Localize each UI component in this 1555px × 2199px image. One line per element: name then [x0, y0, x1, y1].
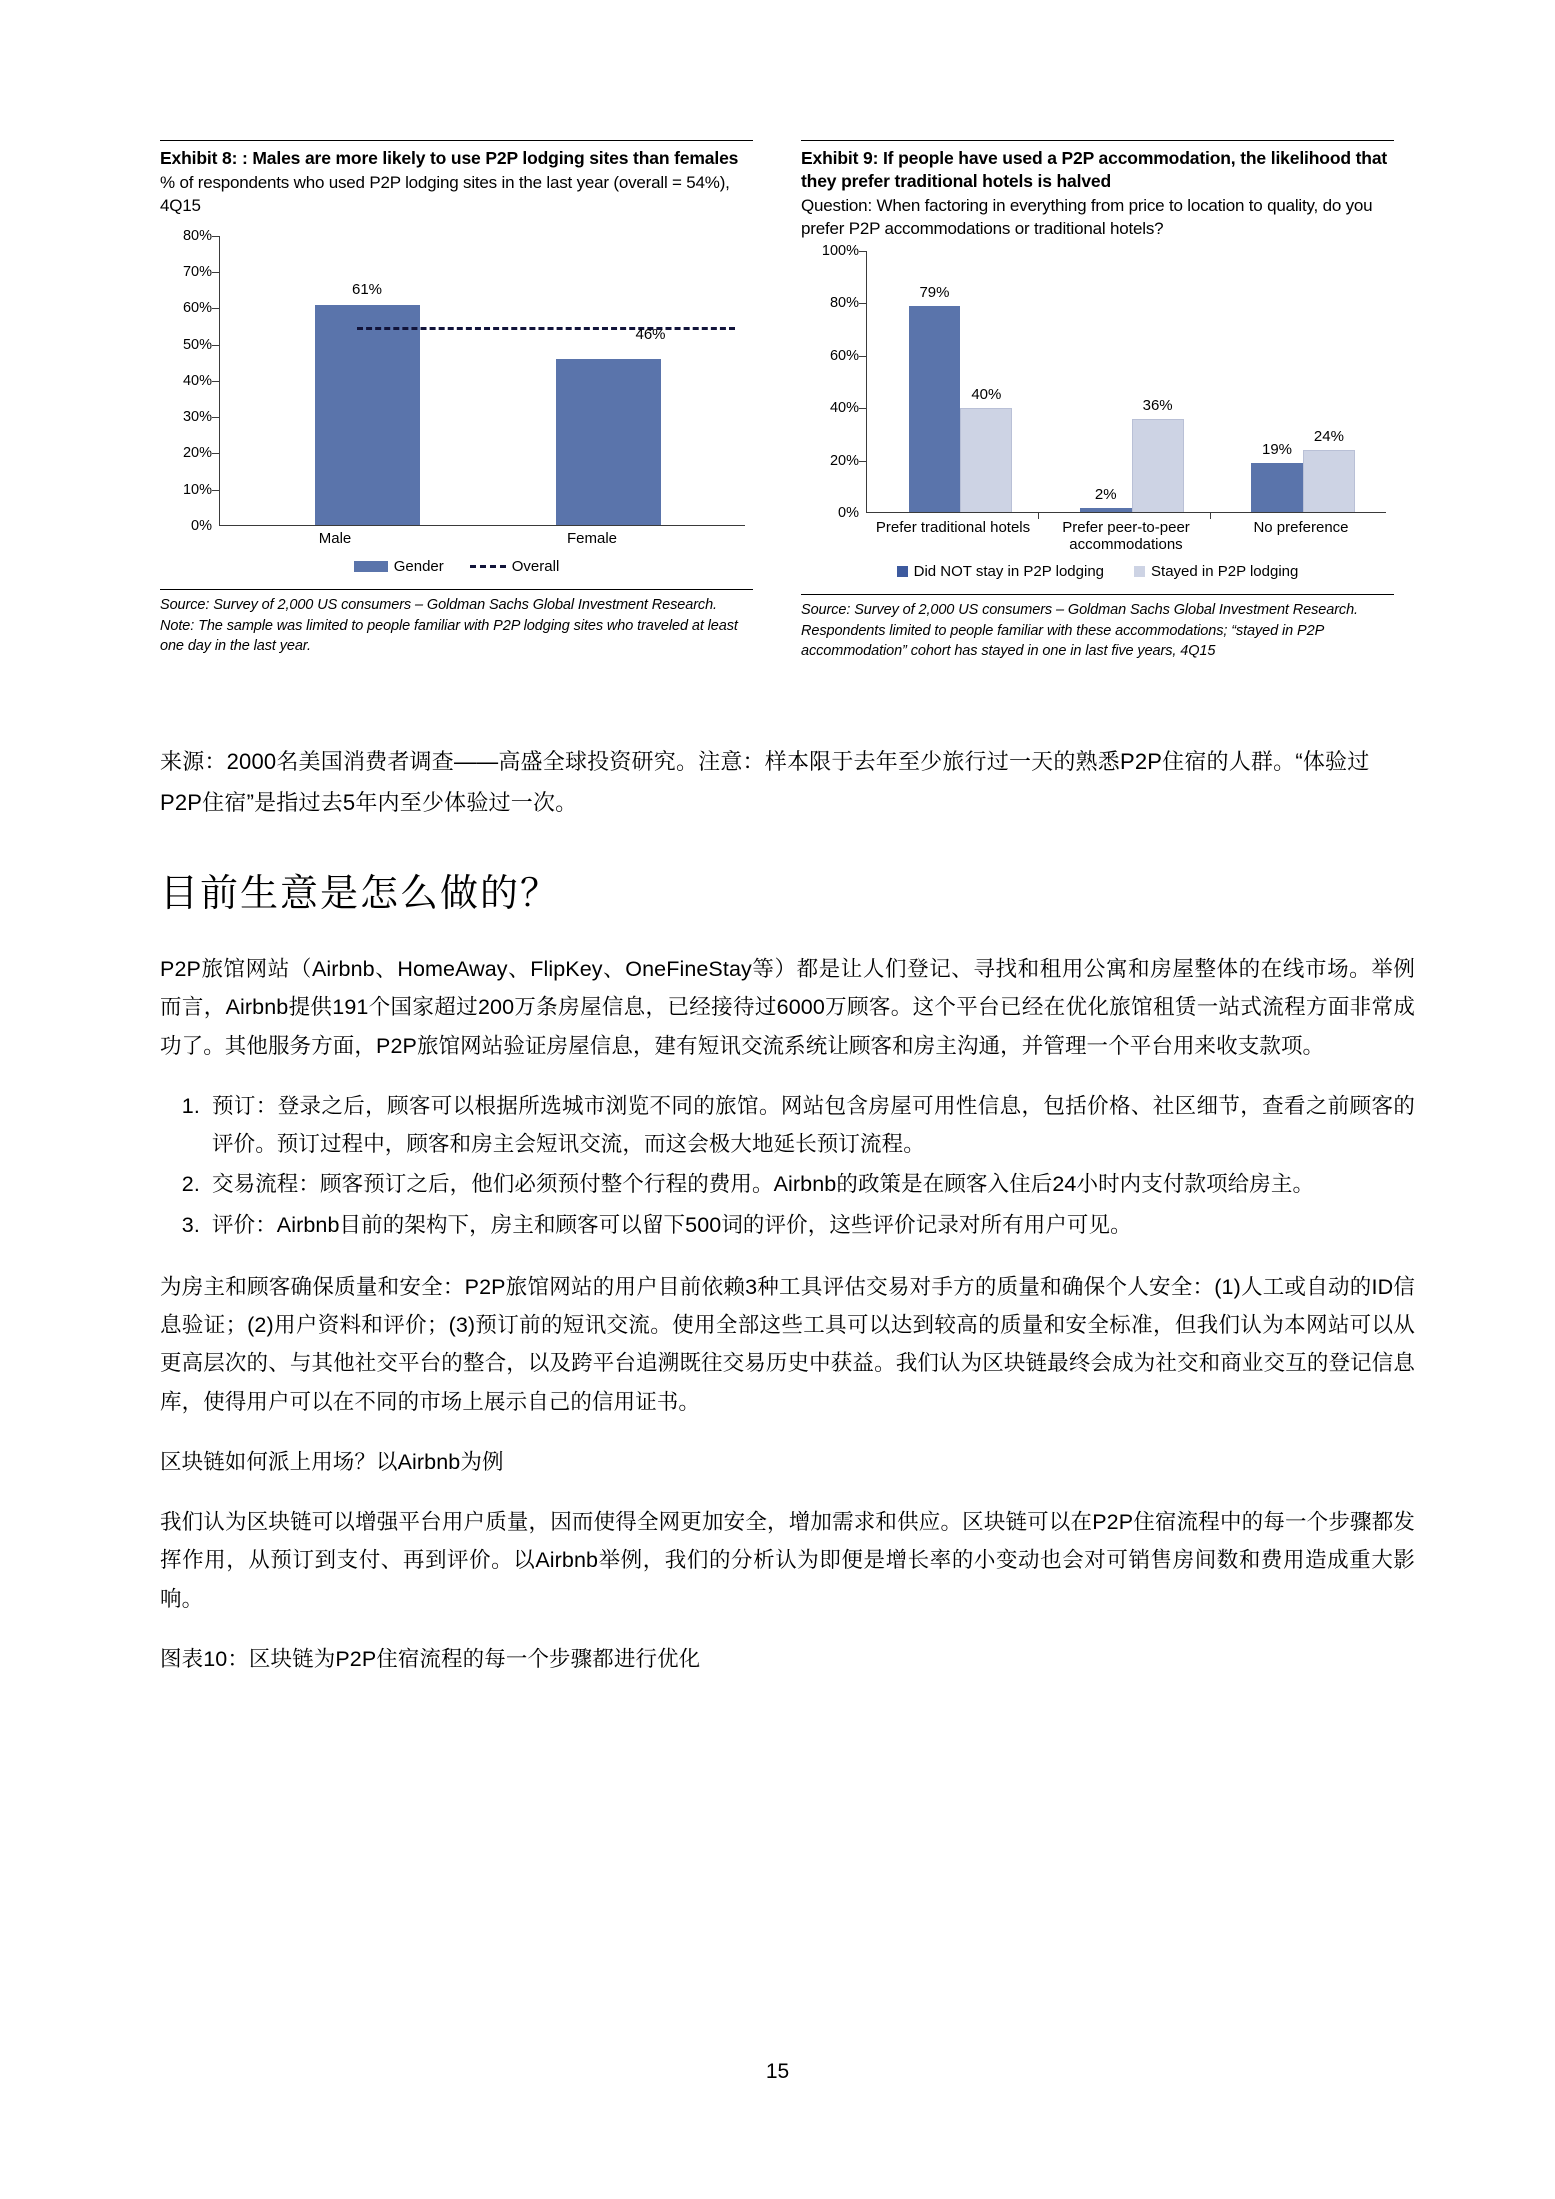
bar-traditional-did-not-stay: [909, 306, 961, 513]
x-label-no-preference: No preference: [1253, 519, 1349, 537]
bar-nopref-did-not-stay: [1251, 463, 1303, 513]
bar-female: [556, 359, 661, 526]
exhibit-9-source: Source: Survey of 2,000 US consumers – Goldman Sachs Global Investment Research. Respondents limited to people familiar with these accommodations; “stayed in P2P accommodation” cohort has stayed in one in last five years, 4Q15: [801, 602, 1358, 660]
paragraph-intro: P2P旅馆网站（Airbnb、HomeAway、FlipKey、OneFineStay等）都是让人们登记、寻找和租用公寓和房屋整体的在线市场。举例而言，Airbnb提供191个国家超过200万条房屋信息，已经接待过6000万顾客。这个平台已经在优化旅馆租赁一站式流程方面非常成功了。其他服务方面，P2P旅馆网站验证房屋信息，建有短讯交流系统让顾客和房主沟通，并管理一个平台用来收支款项。: [160, 957, 1415, 1058]
exhibit-8-top-rule: [160, 140, 753, 141]
tickmark: [212, 417, 219, 418]
y-tick-30: 30%: [182, 408, 212, 425]
y-tick-100: 100%: [821, 242, 859, 259]
exhibits-row: [160, 140, 1395, 662]
tickmark: [212, 381, 219, 382]
bar-label-nopref-did-not-stay: 19%: [1261, 441, 1293, 459]
y-tick-40: 40%: [829, 400, 859, 416]
tickmark: [859, 251, 866, 252]
exhibit-9-x-axis: [866, 512, 1386, 513]
y-tick-0: 0%: [191, 517, 212, 534]
exhibit-9-x-labels: [801, 519, 1394, 561]
y-tick-40: 40%: [182, 372, 212, 389]
legend-swatch-stayed: [1134, 566, 1145, 577]
body-content: [160, 950, 1415, 1700]
bar-nopref-stayed: [1303, 450, 1355, 513]
list-item: 2. 交易流程：顾客预订之后，他们必须预付整个行程的费用。Airbnb的政策是在顾客入住后24小时内支付款项给房主。: [206, 1165, 1415, 1203]
legend-label-overall: Overall: [511, 557, 560, 575]
tickmark: [212, 236, 219, 237]
tickmark: [212, 272, 219, 273]
tickmark: [212, 490, 219, 491]
y-tick-20: 20%: [182, 445, 212, 462]
exhibit-8-subtitle: % of respondents who used P2P lodging sites in the last year (overall = 54%), 4Q15: [160, 173, 730, 216]
bar-male: [315, 305, 420, 526]
page-number: 15: [765, 2060, 790, 2083]
paragraph-blockchain-question: 区块链如何派上用场？以Airbnb为例: [160, 1449, 504, 1474]
y-tick-60: 60%: [829, 347, 859, 364]
exhibit-9-legend: [801, 563, 1394, 580]
legend-swatch-overall: [470, 565, 506, 568]
tickmark: [859, 461, 866, 462]
exhibit-8-x-axis: [219, 525, 745, 526]
chinese-source-note: 来源：2000名美国消费者调查——高盛全球投资研究。注意：样本限于去年至少旅行过一天的熟悉P2P住宿的人群。“体验过P2P住宿”是指过去5年内至少体验过一次。: [160, 749, 1370, 815]
exhibit-9-plot: [866, 251, 1386, 513]
exhibit-9-title: Exhibit 9: If people have used a P2P accommodation, the likelihood that they prefer traditional hotels is halved: [801, 148, 1388, 192]
exhibit-8-source-rule: [160, 589, 753, 590]
bar-label-p2p-did-not-stay: 2%: [1094, 485, 1117, 503]
exhibit-8-title: Exhibit 8: : Males are more likely to use P2P lodging sites than females: [160, 148, 739, 168]
legend-item-gender: [354, 558, 444, 575]
y-tick-60: 60%: [182, 300, 212, 317]
bar-label-female: 46%: [635, 326, 666, 344]
exhibit-8-source: Source: Survey of 2,000 US consumers – Goldman Sachs Global Investment Research. Note: The sample was limited to people familiar with P2P lodging sites who traveled at least one day in the last year.: [160, 596, 738, 655]
bar-label-male: 61%: [351, 281, 383, 299]
tickmark: [859, 303, 866, 304]
steps-list: [160, 1087, 1415, 1244]
legend-item-overall: [470, 558, 560, 575]
tickmark: [859, 356, 866, 357]
exhibit-8-x-labels: [160, 530, 753, 554]
y-tick-80: 80%: [182, 227, 212, 244]
section-heading: 目前生意是怎么做的？: [160, 873, 561, 915]
y-tick-0: 0%: [838, 504, 859, 521]
exhibit-8-plot: [219, 236, 745, 526]
tickmark: [212, 308, 219, 309]
overall-reference-line: [357, 327, 735, 330]
legend-item-did-not-stay: [897, 563, 1104, 580]
legend-swatch-did-not-stay: [897, 566, 908, 577]
list-item: 1. 预订：登录之后，顾客可以根据所选城市浏览不同的旅馆。网站包含房屋可用性信息，包括价格、社区细节，查看之前顾客的评价。预订过程中，顾客和房主会短讯交流，而这会极大地延长预订流程。: [206, 1087, 1415, 1164]
bar-label-traditional-did-not-stay: 79%: [919, 283, 950, 301]
x-label-prefer-p2p: Prefer peer-to-peer accommodations: [1062, 519, 1190, 554]
legend-swatch-gender: [354, 561, 388, 572]
y-tick-50: 50%: [182, 336, 212, 353]
exhibit-8: [160, 140, 753, 662]
bar-traditional-stayed: [960, 408, 1012, 513]
x-label-male: Male: [318, 529, 352, 547]
exhibit-9-chart: [801, 242, 1394, 521]
legend-label-gender: Gender: [393, 557, 444, 575]
tickmark: [859, 408, 866, 409]
tickmark: [212, 453, 219, 454]
exhibit-8-legend: [160, 558, 753, 575]
figure-10-caption: 图表10：区块链为P2P住宿流程的每一个步骤都进行优化: [160, 1646, 701, 1671]
y-tick-20: 20%: [829, 452, 859, 469]
bar-label-traditional-stayed: 40%: [971, 386, 1002, 404]
bar-label-nopref-stayed: 24%: [1313, 427, 1344, 445]
y-tick-70: 70%: [182, 263, 212, 280]
bar-p2p-stayed: [1132, 419, 1184, 513]
exhibit-8-y-axis: [160, 227, 212, 534]
list-item: 3. 评价：Airbnb目前的架构下，房主和顾客可以留下500词的评价，这些评价记录对所有用户可见。: [206, 1206, 1415, 1244]
exhibit-9: [801, 140, 1394, 662]
legend-label-stayed: Stayed in P2P lodging: [1151, 563, 1299, 581]
x-label-prefer-traditional: Prefer traditional hotels: [875, 519, 1031, 537]
exhibit-9-top-rule: [801, 140, 1394, 141]
exhibit-9-subtitle: Question: When factoring in everything from price to location to quality, do you prefer P2P accommodations or traditional hotels?: [801, 196, 1373, 239]
y-tick-10: 10%: [182, 481, 212, 498]
y-tick-80: 80%: [829, 295, 859, 312]
paragraph-blockchain-answer: 我们认为区块链可以增强平台用户质量，因而使得全网更加安全，增加需求和供应。区块链可以在P2P住宿流程中的每一个步骤都发挥作用，从预订到支付、再到评价。以Airbnb举例，我们的分析认为即便是增长率的小变动也会对可销售房间数和费用造成重大影响。: [160, 1510, 1415, 1611]
tickmark: [212, 345, 219, 346]
exhibit-9-y-axis: [801, 242, 859, 521]
legend-item-stayed: [1134, 563, 1298, 580]
bar-label-p2p-stayed: 36%: [1142, 396, 1173, 414]
legend-label-did-not-stay: Did NOT stay in P2P lodging: [913, 563, 1105, 581]
exhibit-8-chart: [160, 227, 753, 534]
exhibit-9-source-rule: [801, 594, 1394, 595]
x-label-female: Female: [566, 529, 618, 547]
paragraph-quality: 为房主和顾客确保质量和安全：P2P旅馆网站的用户目前依赖3种工具评估交易对手方的质量和确保个人安全：(1)人工或自动的ID信息验证；(2)用户资料和评价；(3)预订前的短讯交流。使用全部这些工具可以达到较高的质量和安全标准，但我们认为本网站可以从更高层次的、与其他社交平台的整合，以及跨平台追溯既往交易历史中获益。我们认为区块链最终会成为社交和商业交互的登记信息库，使得用户可以在不同的市场上展示自己的信用证书。: [160, 1274, 1415, 1414]
